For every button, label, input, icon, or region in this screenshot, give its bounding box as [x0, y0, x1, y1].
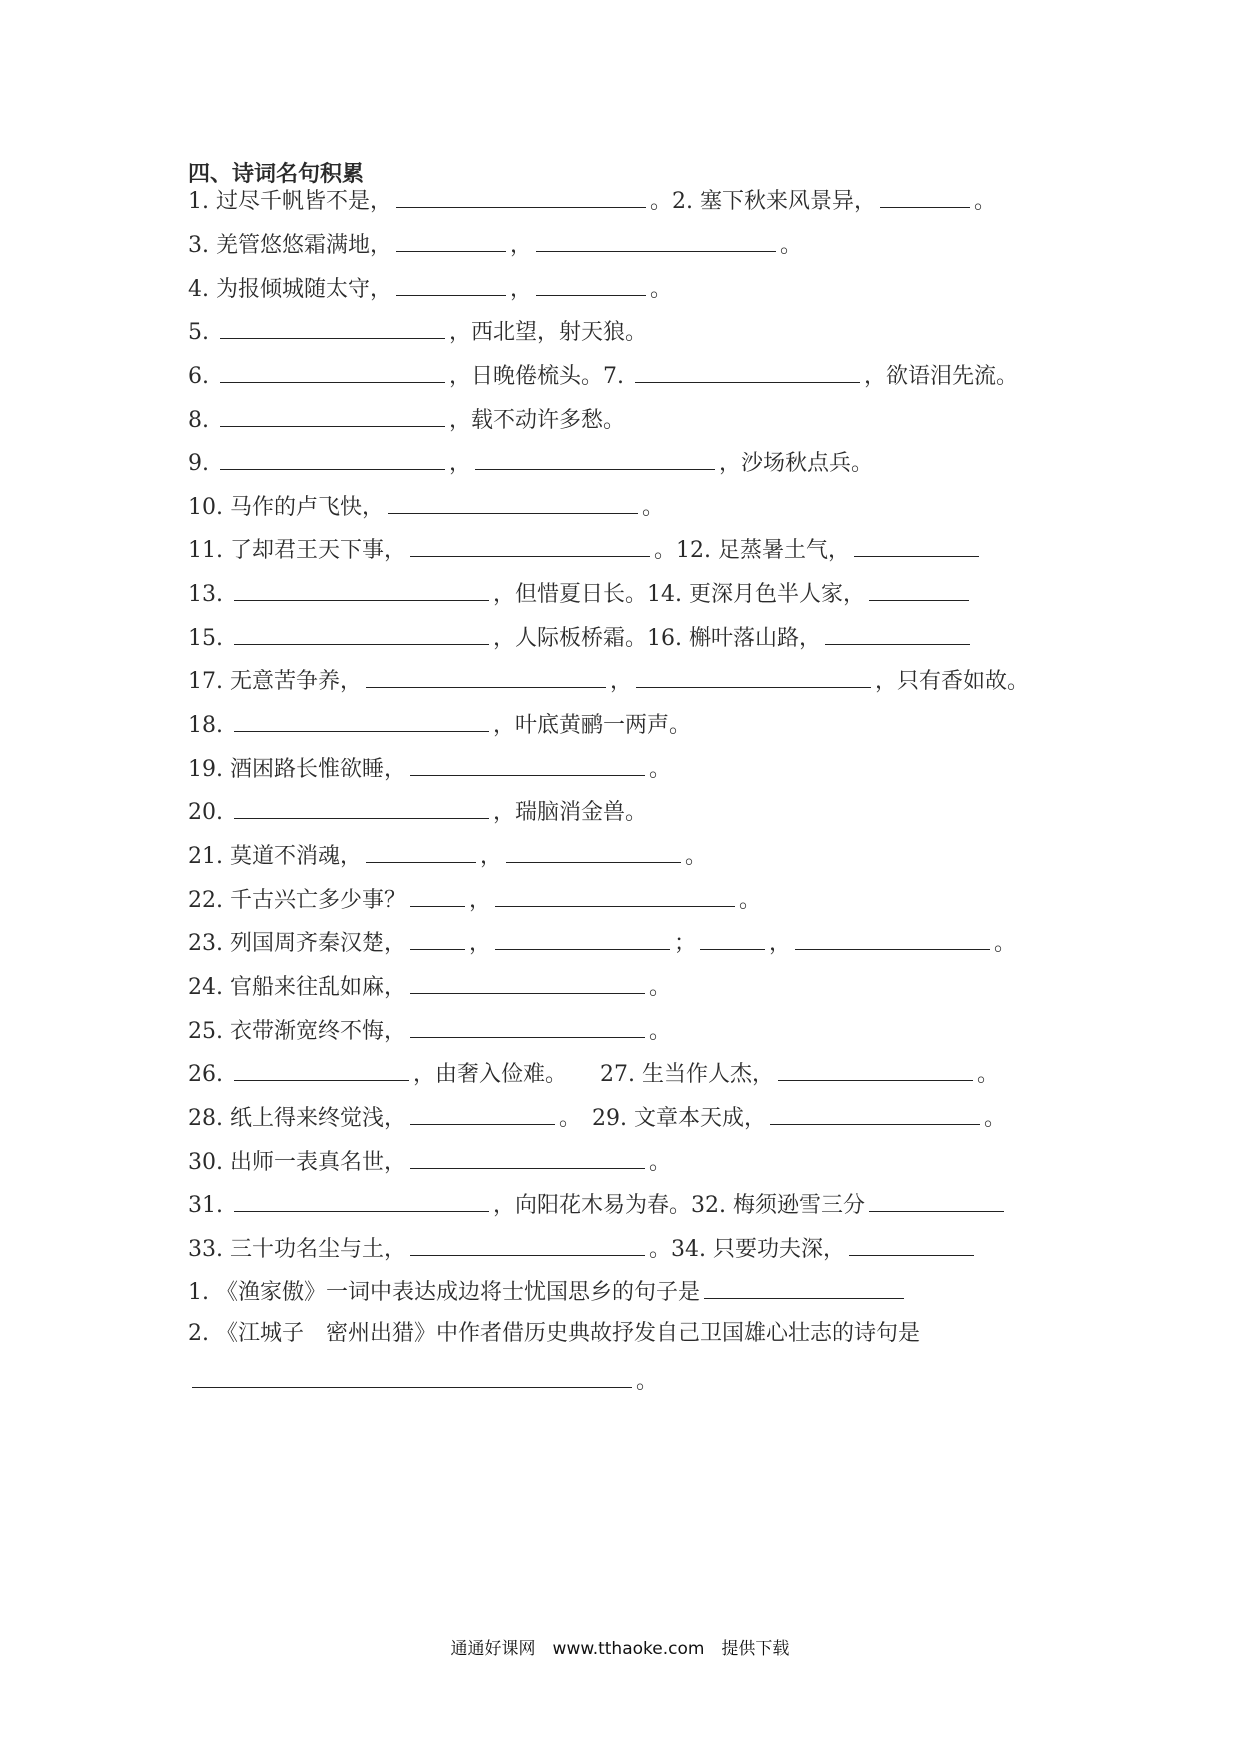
line-text: 20.: [188, 800, 230, 825]
line-text: 10. 马作的卢飞快，: [188, 495, 384, 520]
line-text: ，: [609, 669, 632, 694]
line-text: 。: [641, 495, 664, 520]
answer-blank[interactable]: [778, 1054, 973, 1081]
line-1-2: [188, 181, 996, 217]
line-text: 13.: [188, 582, 230, 607]
line-text: 28. 纸上得来终觉浅，: [188, 1106, 406, 1131]
line-text: 3. 羌管悠悠霜满地，: [188, 233, 392, 258]
line-text: 18.: [188, 713, 230, 738]
answer-blank[interactable]: [880, 181, 970, 208]
footer-credit: 通通好课网 www.tthaoke.com 提供下载: [450, 1639, 790, 1659]
line-text: 。: [648, 975, 671, 1000]
line-9: [188, 443, 873, 479]
line-text: 24. 官船来往乱如麻，: [188, 975, 406, 1000]
line-text: 22. 千古兴亡多少事？: [188, 888, 406, 913]
line-text: ，: [769, 931, 792, 956]
line-text: ，: [448, 451, 471, 476]
answer-blank[interactable]: [396, 269, 506, 296]
line-text: 。: [650, 277, 673, 302]
line-text: ，: [468, 931, 491, 956]
line-33-34: [188, 1229, 978, 1265]
line-24: [188, 967, 671, 1003]
line-text: 21. 莫道不消魂，: [188, 844, 362, 869]
line-text: ，向阳花木易为春。32. 梅须逊雪三分: [492, 1193, 865, 1218]
line-text: ，由奢入俭难。 27. 生当作人杰，: [412, 1062, 774, 1087]
line-text: 8.: [188, 408, 216, 433]
line-text: ，但惜夏日长。14. 更深月色半人家，: [492, 582, 865, 607]
line-13-14: [188, 574, 973, 610]
line-text: 。: [780, 233, 803, 258]
answer-blank[interactable]: [388, 487, 638, 514]
answer-blank[interactable]: [410, 1098, 555, 1125]
answer-blank[interactable]: [234, 705, 489, 732]
answer-blank[interactable]: [825, 618, 970, 645]
line-text: ，: [509, 277, 532, 302]
line-text: 33. 三十功名尘与土，: [188, 1237, 406, 1262]
line-text: 。 29. 文章本天成，: [558, 1106, 766, 1131]
line-26-27: [188, 1054, 999, 1090]
line-text: 。2. 塞下秋来风景异，: [649, 189, 876, 214]
line-text: 。12. 足蒸暑土气，: [653, 538, 850, 563]
line-text: ，人际板桥霜。16. 槲叶落山路，: [492, 626, 821, 651]
line-3: [188, 225, 802, 261]
line-text: ，只有香如故。: [875, 669, 1030, 694]
line-text: 。: [648, 757, 671, 782]
line-text: 5.: [188, 320, 216, 345]
line-text: 4. 为报倾城随太守，: [188, 277, 392, 302]
line-20: [188, 792, 647, 828]
line-19: [188, 749, 671, 785]
answer-blank[interactable]: [704, 1272, 904, 1299]
answer-blank[interactable]: [410, 923, 465, 950]
line-text: 11. 了却君王天下事，: [188, 538, 406, 563]
line-text: 1. 《渔家傲》一词中表达成边将士忧国思乡的句子是: [188, 1280, 700, 1305]
answer-blank[interactable]: [475, 443, 715, 470]
answer-blank[interactable]: [234, 574, 489, 601]
line-text: 15.: [188, 626, 230, 651]
line-text: 23. 列国周齐秦汉楚，: [188, 931, 406, 956]
answer-blank[interactable]: [536, 225, 776, 252]
line-text: 。: [739, 888, 762, 913]
line-text: ，: [479, 844, 502, 869]
line-18: [188, 705, 691, 741]
answer-blank[interactable]: [396, 181, 646, 208]
section-title: 四、诗词名句积累: [188, 162, 365, 187]
line-text: ，载不动许多愁。: [448, 408, 625, 433]
line-text: 30. 出师一表真名世，: [188, 1150, 406, 1175]
answer-blank[interactable]: [849, 1229, 974, 1256]
answer-blank[interactable]: [410, 880, 465, 907]
line-17: [188, 661, 1029, 697]
line-text: 。: [685, 844, 708, 869]
answer-blank[interactable]: [495, 880, 735, 907]
answer-blank[interactable]: [410, 749, 645, 776]
line-text: 。: [636, 1369, 659, 1394]
answer-blank[interactable]: [700, 923, 765, 950]
line-6-7: [188, 356, 1018, 392]
answer-blank[interactable]: [635, 356, 860, 383]
answer-blank[interactable]: [410, 967, 645, 994]
line-8: [188, 400, 625, 436]
answer-blank[interactable]: [410, 1142, 645, 1169]
answer-blank[interactable]: [234, 1054, 409, 1081]
line-22: [188, 880, 761, 916]
answer-blank[interactable]: [506, 836, 681, 863]
line-text: 17. 无意苦争养，: [188, 669, 362, 694]
line-text: ；: [674, 931, 697, 956]
answer-blank[interactable]: [234, 1185, 489, 1212]
answer-blank[interactable]: [366, 836, 476, 863]
line-text: ，: [468, 888, 491, 913]
line-text: 。: [648, 1019, 671, 1044]
answer-blank[interactable]: [220, 443, 445, 470]
answer-blank[interactable]: [410, 1011, 645, 1038]
line-text: 。: [648, 1150, 671, 1175]
line-text: ，欲语泪先流。: [863, 364, 1018, 389]
line-text: 26.: [188, 1062, 230, 1087]
line-text: ，: [509, 233, 532, 258]
line-10: [188, 487, 664, 523]
answer-blank[interactable]: [396, 225, 506, 252]
line-11-12: [188, 530, 983, 566]
answer-blank[interactable]: [220, 312, 445, 339]
answer-blank[interactable]: [366, 661, 606, 688]
line-text: ，日晚倦梳头。7.: [448, 364, 631, 389]
line-text: ，叶底黄鹂一两声。: [492, 713, 691, 738]
line-text: 25. 衣带渐宽终不悔，: [188, 1019, 406, 1044]
question-2-answer: [188, 1361, 658, 1397]
line-text: 2. 《江城子 密州出猎》中作者借历史典故抒发自己卫国雄心壮志的诗句是: [188, 1321, 920, 1346]
line-28-29: [188, 1098, 1006, 1134]
answer-blank[interactable]: [869, 574, 969, 601]
line-15-16: [188, 618, 974, 654]
line-31-32: [188, 1185, 1008, 1221]
answer-blank[interactable]: [495, 923, 670, 950]
line-text: 19. 酒困路长惟欲睡，: [188, 757, 406, 782]
line-text: 。: [976, 1062, 999, 1087]
line-4: [188, 269, 672, 305]
answer-blank[interactable]: [854, 530, 979, 557]
answer-blank[interactable]: [220, 400, 445, 427]
line-text: 9.: [188, 451, 216, 476]
line-25: [188, 1011, 671, 1047]
line-text: ，沙场秋点兵。: [719, 451, 874, 476]
answer-blank[interactable]: [410, 530, 650, 557]
line-text: 。: [973, 189, 996, 214]
line-text: ，西北望，射天狼。: [448, 320, 647, 345]
line-text: ，瑞脑消金兽。: [492, 800, 647, 825]
answer-blank[interactable]: [770, 1098, 980, 1125]
answer-blank[interactable]: [795, 923, 990, 950]
answer-blank[interactable]: [410, 1229, 645, 1256]
line-text: 1. 过尽千帆皆不是，: [188, 189, 392, 214]
line-text: 。: [983, 1106, 1006, 1131]
line-23: [188, 923, 1016, 959]
question-1: [188, 1272, 908, 1308]
line-text: 。34. 只要功夫深，: [648, 1237, 845, 1262]
line-text: 31.: [188, 1193, 230, 1218]
answer-blank[interactable]: [869, 1185, 1004, 1212]
answer-blank[interactable]: [220, 356, 445, 383]
answer-blank[interactable]: [636, 661, 871, 688]
answer-blank[interactable]: [536, 269, 646, 296]
line-text: 6.: [188, 364, 216, 389]
line-5: [188, 312, 647, 348]
line-text: 。: [994, 931, 1017, 956]
question-2: [188, 1316, 920, 1352]
answer-blank[interactable]: [234, 618, 489, 645]
line-21: [188, 836, 707, 872]
line-30: [188, 1142, 671, 1178]
answer-blank[interactable]: [234, 792, 489, 819]
answer-blank[interactable]: [192, 1361, 632, 1388]
